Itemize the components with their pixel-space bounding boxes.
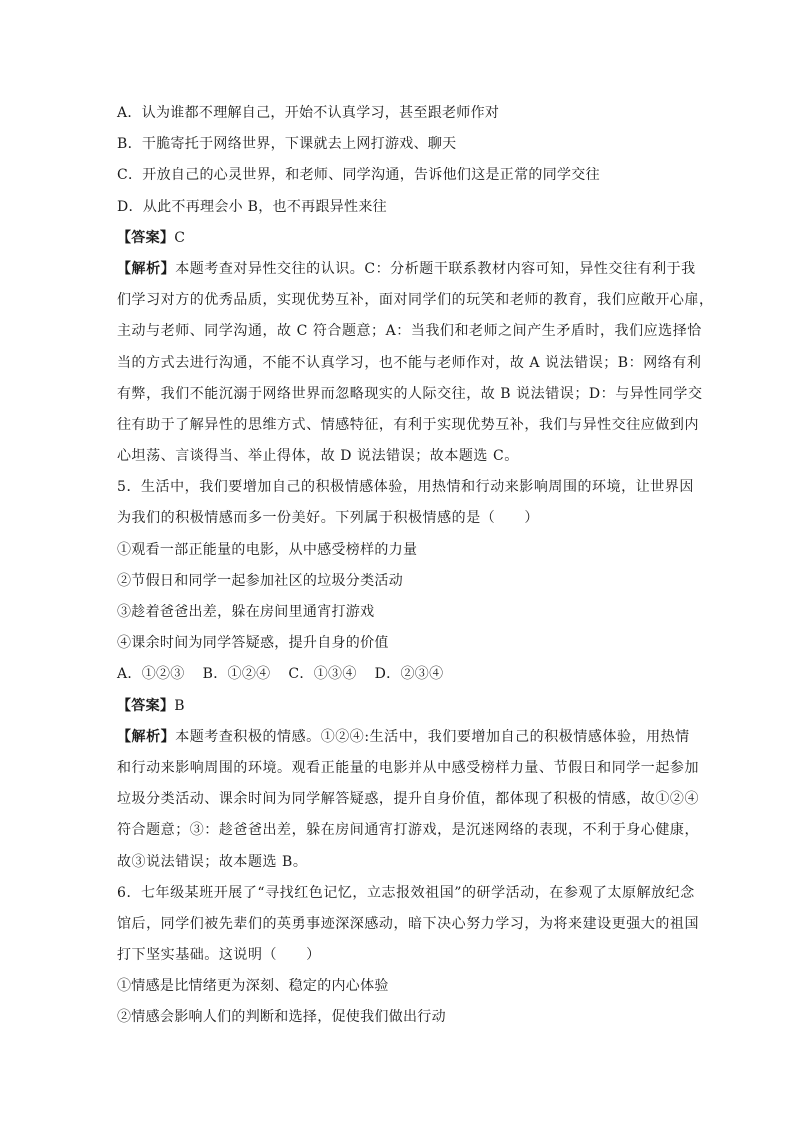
q4-options [117, 98, 682, 223]
q5-choices [117, 659, 682, 690]
analysis-text: 有弊，我们不能沉溺于网络世界而忽略现实的人际交往，故 B 说法错误；D：与异性同学交 [117, 385, 703, 402]
question-text: 为我们的积极情感而多一份美好。下列属于积极情感的是（ ） [117, 510, 539, 527]
q4-option-c: C．开放自己的心灵世界，和老师、同学沟通，告诉他们这是正常的同学交往 [117, 167, 600, 184]
answer-value: B [174, 697, 185, 714]
q5-item-4: ④课余时间为同学答疑惑，提升自身的价值 [117, 635, 389, 652]
question-text: 馆后，同学们被先辈们的英勇事迹深深感动，暗下决心努力学习，为将来建设更强大的祖国 [117, 915, 699, 932]
analysis-text: 垃圾分类活动、课余时间为同学解答疑惑，提升自身价值，都体现了积极的情感，故①②④ [117, 791, 699, 808]
answer-value: C [174, 229, 186, 246]
analysis-label: 【解析】 [117, 728, 176, 745]
q4-answer [117, 223, 682, 254]
analysis-text: 主动与老师、同学沟通，故 C 符合题意；A：当我们和老师之间产生矛盾时，我们应选择恰 [117, 323, 702, 340]
q5-choice-d: D．②③④ [374, 666, 444, 683]
q5-item-3: ③趁着爸爸出差，躲在房间里通宵打游戏 [117, 604, 375, 620]
q5-stem [117, 472, 694, 534]
answer-label: 【答案】 [117, 697, 175, 714]
q6-item-1: ①情感是比情绪更为深刻、稳定的内心体验 [117, 978, 389, 995]
q4-analysis [117, 254, 714, 472]
q6-items [117, 971, 682, 1033]
q5-choice-a: A．①②③ [117, 666, 185, 683]
analysis-text: 当的方式去进行沟通，不能不认真学习，也不能与老师作对，故 A 说法错误；B：网络有利 [117, 354, 702, 371]
q5-items [117, 535, 682, 660]
analysis-text: 往有助于了解异性的思维方式、情感特征，有利于实现优势互补，我们与异性交往应做到内 [117, 416, 699, 433]
q5-analysis [117, 722, 699, 878]
q4-option-d: D．从此不再理会小 B，也不再跟异性来往 [117, 198, 387, 215]
q4-option-b: B．干脆寄托于网络世界，下课就去上网打游戏、聊天 [117, 136, 457, 153]
q6-item-2: ②情感会影响人们的判断和选择，促使我们做出行动 [117, 1009, 446, 1026]
q5-item-1: ①观看一部正能量的电影，从中感受榜样的力量 [117, 541, 418, 558]
q5-choice-b: B．①②④ [202, 666, 271, 683]
question-text: 5．生活中，我们要增加自己的积极情感体验，用热情和行动来影响周围的环境，让世界因 [117, 479, 694, 496]
q5-item-2: ②节假日和同学一起参加社区的垃圾分类活动 [117, 572, 403, 589]
q5-choice-c: C．①③④ [288, 666, 357, 683]
q4-option-a: A．认为谁都不理解自己，开始不认真学习，甚至跟老师作对 [117, 105, 500, 121]
q5-answer [117, 691, 682, 722]
document-page [117, 98, 714, 1034]
analysis-text: 本题考查对异性交往的认识。C：分析题干联系教材内容可知，异性交往有利于我 [175, 260, 696, 277]
analysis-text: 故③说法错误；故本题选 B。 [117, 853, 308, 870]
analysis-text: 心坦荡、言谈得当、举止得体，故 D 说法错误；故本题选 C。 [117, 448, 519, 465]
analysis-label: 【解析】 [117, 260, 176, 277]
analysis-text: 符合题意；③：趁爸爸出差，躲在房间通宵打游戏，是沉迷网络的表现，不利于身心健康， [117, 822, 699, 839]
analysis-text: 们学习对方的优秀品质，实现优势互补，面对同学们的玩笑和老师的教育，我们应敞开心扉， [117, 292, 714, 309]
analysis-text: 和行动来影响周围的环境。观看正能量的电影并从中感受榜样力量、节假日和同学一起参加 [117, 759, 699, 776]
answer-label: 【答案】 [117, 229, 175, 246]
q6-stem [117, 878, 699, 972]
question-text: 6．七年级某班开展了“寻找红色记忆，立志报效祖国”的研学活动，在参观了太原解放纪念 [117, 884, 695, 901]
analysis-text: 本题考查积极的情感。①②④:生活中，我们要增加自己的积极情感体验，用热情 [175, 728, 690, 745]
question-text: 打下坚实基础。这说明（ ） [117, 947, 321, 964]
